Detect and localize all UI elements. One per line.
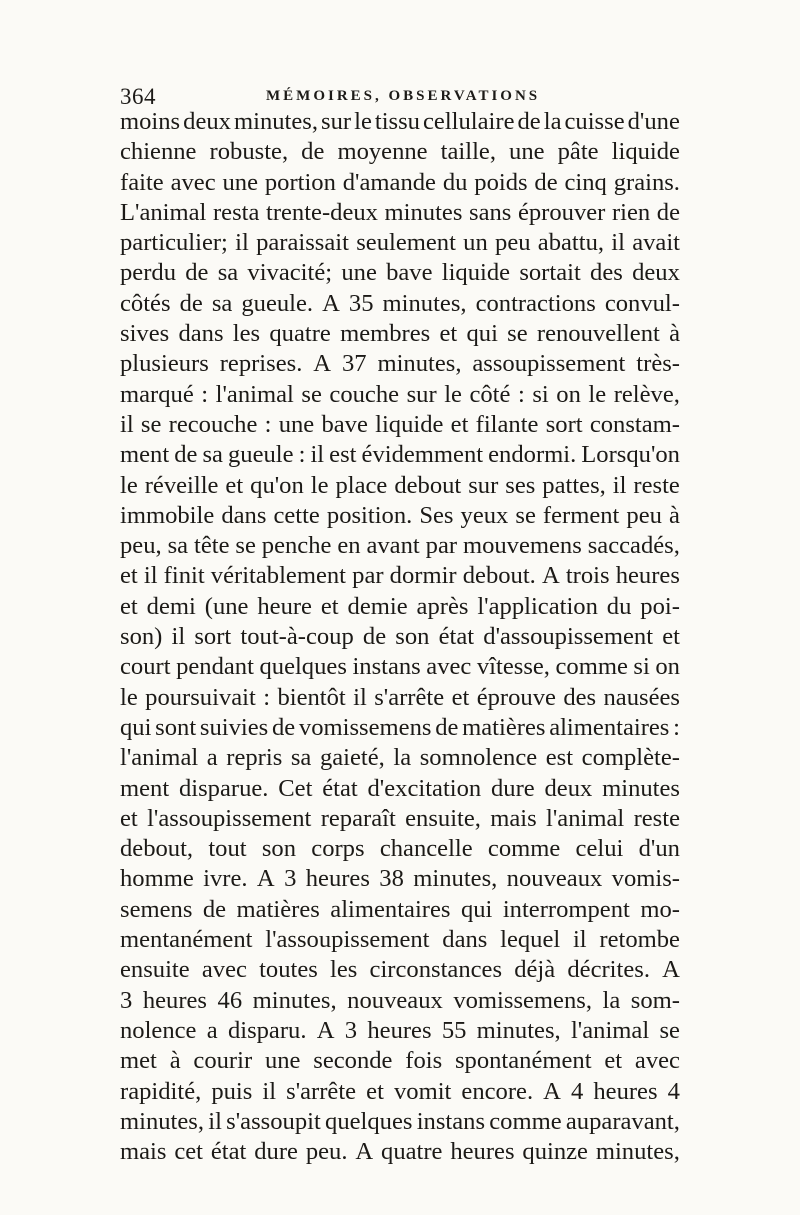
text-line: perdu de sa vivacité; une bave liquide sortait des deux [120, 259, 680, 287]
text-line: court pendant quelques instans avec vîtesse, comme si on [120, 653, 680, 681]
text-line: son) il sort tout-à-coup de son état d'assoupissement et [120, 623, 680, 651]
text-line: mais cet état dure peu. A quatre heures quinze minutes, [120, 1138, 680, 1166]
text-line: nolence a disparu. A 3 heures 55 minutes, l'animal se [120, 1016, 680, 1044]
text-line: 3 heures 46 minutes, nouveaux vomissemens, la som- [120, 986, 680, 1014]
text-line: qui sont suivies de vomissemens de matières alimentaires : [120, 713, 680, 741]
text-line: et il finit véritablement par dormir debout. A trois heures [120, 562, 680, 590]
running-title: MÉMOIRES, OBSERVATIONS [266, 88, 541, 104]
book-page [120, 78, 680, 1166]
text-line: marqué : l'animal se couche sur le côté : si on le relève, [120, 380, 680, 408]
text-line: plusieurs reprises. A 37 minutes, assoupissement très- [120, 350, 680, 378]
text-line: le poursuivait : bientôt il s'arrête et éprouve des nausées [120, 683, 680, 711]
text-line: il se recouche : une bave liquide et filante sort constam- [120, 410, 680, 438]
text-line: sives dans les quatre membres et qui se renouvellent à [120, 320, 680, 348]
text-line: debout, tout son corps chancelle comme celui d'un [120, 835, 680, 863]
text-line: ment disparue. Cet état d'excitation dure deux minutes [120, 774, 680, 802]
text-line: mentanément l'assoupissement dans lequel il retombe [120, 926, 680, 954]
text-line: côtés de sa gueule. A 35 minutes, contractions convul- [120, 289, 680, 317]
page-number: 364 [120, 84, 156, 109]
text-line: homme ivre. A 3 heures 38 minutes, nouveaux vomis- [120, 865, 680, 893]
text-line: chienne robuste, de moyenne taille, une pâte liquide [120, 138, 680, 166]
text-line: L'animal resta trente-deux minutes sans éprouver rien de [120, 198, 680, 226]
text-line: le réveille et qu'on le place debout sur ses pattes, il reste [120, 471, 680, 499]
text-line: peu, sa tête se penche en avant par mouvemens saccadés, [120, 532, 680, 560]
text-line: ensuite avec toutes les circonstances déjà décrites. A [120, 956, 680, 984]
text-line: l'animal a repris sa gaieté, la somnolence est complète- [120, 744, 680, 772]
text-line: et l'assoupissement reparaît ensuite, mais l'animal reste [120, 804, 680, 832]
text-line: immobile dans cette position. Ses yeux se ferment peu à [120, 501, 680, 529]
text-line: semens de matières alimentaires qui interrompent mo- [120, 895, 680, 923]
text-line: faite avec une portion d'amande du poids de cinq grains. [120, 168, 680, 196]
page-header [120, 78, 680, 112]
text-line: moins deux minutes, sur le tissu cellulaire de la cuisse d'une [120, 108, 680, 135]
text-line: particulier; il paraissait seulement un peu abattu, il avait [120, 229, 680, 257]
text-line: met à courir une seconde fois spontanément et avec [120, 1047, 680, 1075]
body-text [120, 107, 680, 1167]
text-line: ment de sa gueule : il est évidemment endormi. Lorsqu'on [120, 441, 680, 469]
text-line: minutes, il s'assoupit quelques instans comme auparavant, [120, 1107, 680, 1135]
text-line: rapidité, puis il s'arrête et vomit encore. A 4 heures 4 [120, 1077, 680, 1105]
text-line: et demi (une heure et demie après l'application du poi- [120, 592, 680, 620]
